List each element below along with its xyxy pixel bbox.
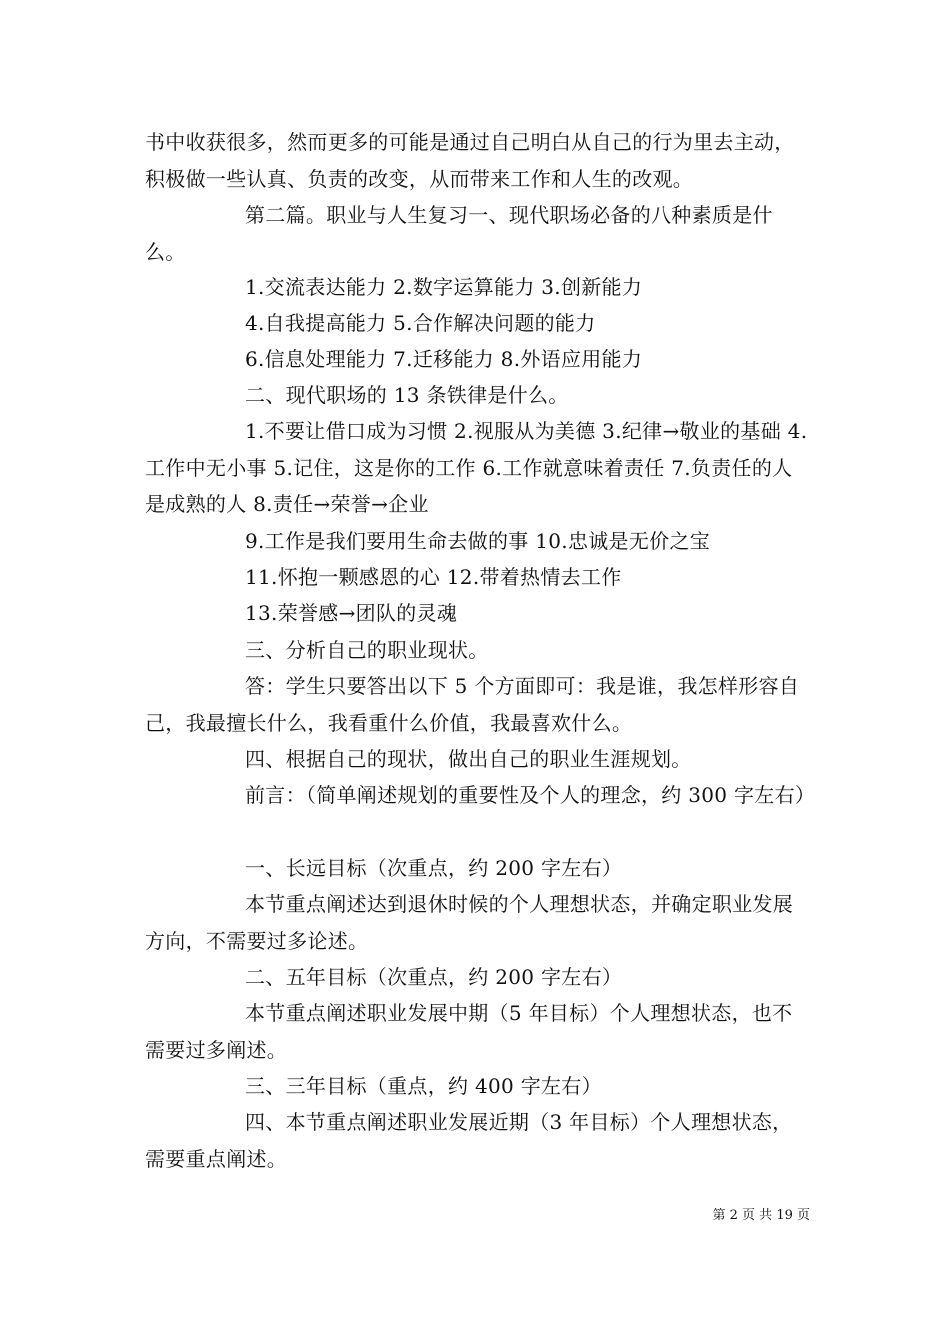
paragraph-question-three: 三、分析自己的职业现状。 [245,638,489,662]
paragraph-qualities-6-8: 6.信息处理能力 7.迁移能力 8.外语应用能力 [245,347,643,371]
paragraph-five-year-goal-heading: 二、五年目标（次重点，约 200 字左右） [245,965,623,989]
paragraph-question-four: 四、根据自己的现状，做出自己的职业生涯规划。 [245,747,692,771]
paragraph-qualities-1-3: 1.交流表达能力 2.数字运算能力 3.创新能力 [245,275,643,299]
paragraph-rules-9-10: 9.工作是我们要用生命去做的事 10.忠诚是无价之宝 [245,529,711,553]
paragraph-question-two: 二、现代职场的 13 条铁律是什么。 [245,383,569,407]
page-number-footer: 第 2 页 共 19 页 [712,1208,810,1223]
paragraph-long-term-goal-body: 本节重点阐述达到退休时候的个人理想状态，并确定职业发展方向，不需要过多论述。 [145,892,794,953]
paragraph-rules-1-8: 1.不要让借口成为习惯 2.视服从为美德 3.纪律→敬业的基础 4.工作中无小事 5.记住，这是你的工作 6.工作就意味着责任 7.负责任的人是成熟的人 8.责任→荣誉→企业 [145,419,808,516]
paragraph-intro: 书中收获很多，然而更多的可能是通过自己明白从自己的行为里去主动，积极做一些认真、负责的改变，从而带来工作和人生的改观。 [145,130,795,191]
paragraph-rules-11-12: 11.怀抱一颗感恩的心 12.带着热情去工作 [245,565,622,589]
paragraph-rule-13: 13.荣誉感→团队的灵魂 [245,601,458,625]
paragraph-long-term-goal-heading: 一、长远目标（次重点，约 200 字左右） [245,856,623,880]
paragraph-three-year-goal-heading: 三、三年目标（重点，约 400 字左右） [245,1074,602,1098]
paragraph-three-year-goal-body: 四、本节重点阐述职业发展近期（3 年目标）个人理想状态，需要重点阐述。 [145,1110,793,1171]
paragraph-five-year-goal-body: 本节重点阐述职业发展中期（5 年目标）个人理想状态，也不需要过多阐述。 [145,1001,793,1062]
paragraph-qualities-4-5: 4.自我提高能力 5.合作解决问题的能力 [245,311,596,335]
paragraph-preface: 前言：（简单阐述规划的重要性及个人的理念，约 300 字左右） [245,783,816,807]
paragraph-chapter-two-question-one: 第二篇。职业与人生复习一、现代职场必备的八种素质是什么。 [145,203,773,264]
paragraph-answer-three: 答：学生只要答出以下 5 个方面即可：我是谁，我怎样形容自己，我最擅长什么，我看重什么价值，我最喜欢什么。 [145,674,800,735]
